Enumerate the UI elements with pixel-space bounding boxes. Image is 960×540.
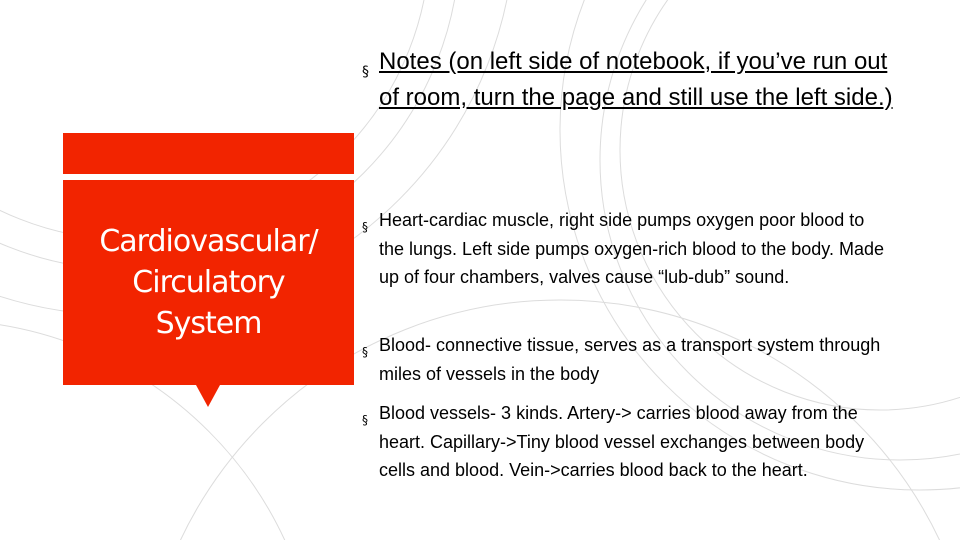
slide-title-line: System [155,306,262,341]
slide-title-line: Cardiovascular/ [99,224,318,259]
bullet-blood-vessels [362,399,892,485]
bullet-text: Blood- connective tissue, serves as a transport system through miles of vessels in the body [379,335,881,384]
slide-title-line: Circulatory [132,265,285,300]
bullet-marker-icon: § [362,220,368,234]
bullet-text: Heart-cardiac muscle, right side pumps oxygen poor blood to the lungs. Left side pumps oxygen-rich blood to the body. Made up of four chambers, valves cause “lub-dub” sound. [379,210,884,287]
accent-strip [63,133,354,174]
bullet-marker-icon: § [362,345,368,359]
bullet-marker-icon: § [362,413,368,427]
bullet-blood [362,331,892,388]
slide-title [63,180,354,385]
notes-instruction [362,44,902,116]
notes-instruction-text: Notes (on left side of notebook, if you’ve run out of room, turn the page and still use the left side.) [379,48,893,111]
bullet-text: Blood vessels- 3 kinds. Artery-> carries blood away from the heart. Capillary->Tiny blood vessel exchanges between body cells and blood. Vein->carries blood back to the heart. [379,403,865,480]
bullet-marker-icon: § [362,64,369,80]
bullet-heart [362,206,892,292]
title-panel-pointer [196,385,220,407]
